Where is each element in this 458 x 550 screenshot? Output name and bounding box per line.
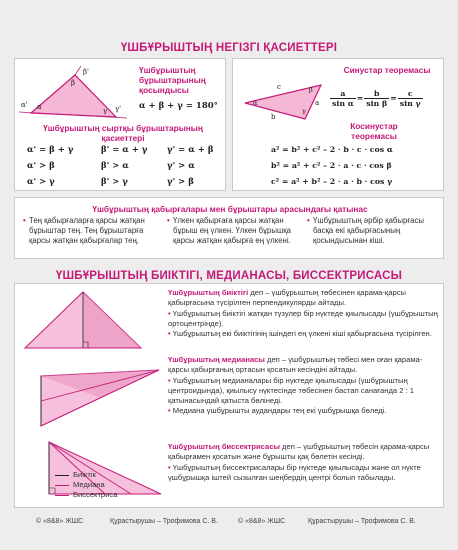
altitude-diagram — [21, 288, 171, 364]
triangle-angles-diagram — [19, 63, 129, 128]
median-heading: Үшбұрыштың медианасы — [168, 355, 265, 364]
footer-copyright-1: © «8&8» ЖШС — [36, 518, 84, 525]
section2-title: ҮШБҰРЫШТЫҢ БИІКТІГІ, МЕДИАНАСЫ, БИССЕКТРИСАСЫ — [55, 270, 403, 282]
formula-alpha-1: α' = β + γ — [27, 145, 74, 155]
sine-den-b: sin β — [366, 99, 388, 108]
relations-text-3: Үшбұрыштың әрбір қабырғасы басқа екі қабырғасының қосындысынан кіші. — [313, 216, 425, 245]
bisector-text — [168, 442, 443, 483]
angle-sum-title: Үшбұрыштың бұрыштарының қосындысы — [139, 65, 206, 95]
relations-title: Үшбұрыштың қабырғалары мен бұрыштары арасындағы қатынас — [92, 204, 368, 214]
altitude-def-text: деп – үшбұрыштың төбесінен қарама-қарсы қабырғасына түсірілген перпендикулярды айтады. — [168, 288, 406, 308]
median-def-text: деп – үшбұрыштың төбесі мен оған қарама-қарсы қабырғаның ортасын қосатын кесіндіні айтады. — [168, 355, 423, 375]
theorems-card — [232, 58, 444, 191]
label-alpha: α — [37, 103, 42, 111]
sine-num-c: c — [398, 89, 423, 99]
footer-author-2: Құрастырушы – Трофимова С. В. — [308, 518, 416, 525]
cosine-theorem-title: Косинустар теоремасы — [350, 121, 398, 141]
bullet-icon: • — [168, 308, 171, 318]
bisector-def — [168, 442, 443, 463]
legend-altitude-label: Биіктік — [73, 470, 96, 479]
bullet-icon: • — [23, 216, 26, 225]
sine-den-c: sin γ — [399, 99, 421, 108]
label-b: b — [271, 113, 276, 121]
bisector-def-text: деп – үшбұрыштың төбесін қарама-қарсы қабырғамен қосатын және бұрышты қақ бөлетін кесінді. — [168, 442, 430, 462]
label-c: c — [277, 83, 281, 91]
sine-eq-1: = — [356, 93, 364, 103]
exterior-col-beta — [101, 145, 147, 193]
label-alpha-t: α — [253, 99, 258, 107]
exterior-col-alpha — [27, 145, 73, 193]
median-p2-text: Медиана үшбұрышты аудандары тең екі үшбұрышқа бөледі. — [172, 406, 387, 416]
footer-copyright-2: © «8&8» ЖШС — [238, 518, 286, 525]
altitude-p2-text: Үшбұрыштың екі биіктігінің ішіндегі ең үлкені кіші қабырғасына түсірілген. — [172, 329, 432, 339]
triangle-theorems-diagram — [239, 67, 329, 125]
legend-bisector — [55, 490, 117, 500]
cosine-line-1: a² = b² + c² – 2 · b · c · cos α — [271, 145, 393, 154]
formula-gamma-1: γ' = α + β — [167, 145, 214, 155]
relations-col-3 — [307, 216, 435, 246]
sine-theorem-title: Синустар теоремасы — [343, 65, 431, 75]
label-gamma: γ — [103, 107, 108, 115]
angles-card — [14, 58, 226, 191]
median-diagram — [21, 366, 171, 432]
bullet-icon: • — [168, 462, 171, 472]
formula-alpha-3: α' > γ — [27, 177, 55, 187]
median-def — [168, 355, 443, 376]
bullet-icon: • — [168, 375, 171, 385]
label-beta-t: β — [309, 86, 313, 94]
angle-sum-formula: α + β + γ = 180° — [139, 101, 218, 111]
label-beta: β — [71, 79, 76, 87]
bisector-point-1 — [168, 463, 443, 484]
altitude-def — [168, 288, 443, 309]
sine-theorem-formula — [329, 89, 445, 108]
bisector-p1-text: Үшбұрыштың биссектрисалары бір нүктеде қиылысады және ол нүкте үшбұрышқа іштей сызылған шеңбердің центрі болып табылады. — [168, 462, 421, 482]
altitude-p1-text: Үшбұрыштың биіктігі жатқан түзулер бір нүктеде қиылысады (үшбұрыштың ортоцентрінде). — [168, 308, 438, 328]
legend-median-label: Медиана — [73, 480, 105, 489]
label-gamma-ext: γ' — [115, 105, 122, 113]
label-beta-ext: β' — [83, 68, 89, 76]
sine-num-a: a — [330, 89, 356, 99]
formula-gamma-2: γ' > α — [167, 161, 195, 171]
relations-col-2 — [167, 216, 291, 246]
bullet-icon: • — [307, 216, 310, 225]
legend-altitude-swatch — [55, 475, 69, 476]
legend-altitude — [55, 470, 117, 480]
exterior-col-gamma — [167, 145, 213, 193]
relations-text-1: Тең қабырғаларға қарсы жатқан бұрыштар тең. Тең бұрыштарға қарсы жатқан қабырғалар тең. — [29, 216, 145, 245]
cosine-line-3: c² = a² + b² – 2 · a · b · cos γ — [271, 177, 393, 186]
altitude-point-2 — [168, 329, 443, 339]
median-point-1 — [168, 376, 443, 407]
exterior-angles-title: Үшбұрыштың сыртқы бұрыштарының қасиеттері — [43, 123, 203, 143]
altitude-heading: Үшбұрыштың биіктігі — [168, 288, 249, 297]
relations-text-2: Үлкен қабырғаға қарсы жатқан бұрыш ең үлкен. Үлкен бұрышқа қарсы жатқан қабырға ең үлкені. — [173, 216, 291, 245]
altitude-point-1 — [168, 309, 443, 330]
label-a: a — [315, 99, 320, 107]
formula-beta-3: β' > γ — [101, 177, 128, 187]
legend-median-swatch — [55, 485, 69, 486]
legend — [55, 470, 117, 500]
relations-card — [14, 197, 444, 259]
sine-eq-2: = — [390, 93, 397, 103]
legend-bisector-label: Биссектриса — [73, 490, 118, 499]
bullet-icon: • — [168, 329, 171, 339]
formula-alpha-2: α' > β — [27, 161, 55, 171]
legend-bisector-swatch — [55, 495, 69, 496]
formula-beta-2: β' > α — [101, 161, 129, 171]
cosine-line-2: b² = a² + c² – 2 · a · c · cos β — [271, 161, 392, 170]
bullet-icon: • — [167, 216, 170, 225]
bisector-heading: Үшбұрыштың биссектрисасы — [168, 442, 280, 451]
sine-num-b: b — [364, 89, 389, 99]
median-point-2 — [168, 406, 443, 416]
relations-col-1 — [23, 216, 155, 246]
bullet-icon: • — [168, 406, 171, 416]
legend-median — [55, 480, 117, 490]
median-p1-text: Үшбұрыштың медианалары бір нүктеде қиылысады (үшбұрыштың центроидында), қиылысу нүктесінде төбесінен бастап санағанда 2 : 1 қатынасындай қатыста бөлінеді. — [168, 375, 414, 406]
sine-den-a: sin α — [332, 99, 354, 108]
formula-beta-1: β' = α + γ — [101, 145, 148, 155]
altitude-text — [168, 288, 443, 339]
label-alpha-ext: α' — [21, 101, 28, 109]
footer-author-1: Құрастырушы – Трофимова С. В. — [110, 518, 218, 525]
section1-title: ҮШБҰРЫШТЫҢ НЕГІЗГІ ҚАСИЕТТЕРІ — [120, 42, 338, 54]
label-gamma-t: γ — [302, 107, 306, 115]
median-text — [168, 355, 443, 417]
formula-gamma-3: γ' > β — [167, 177, 194, 187]
